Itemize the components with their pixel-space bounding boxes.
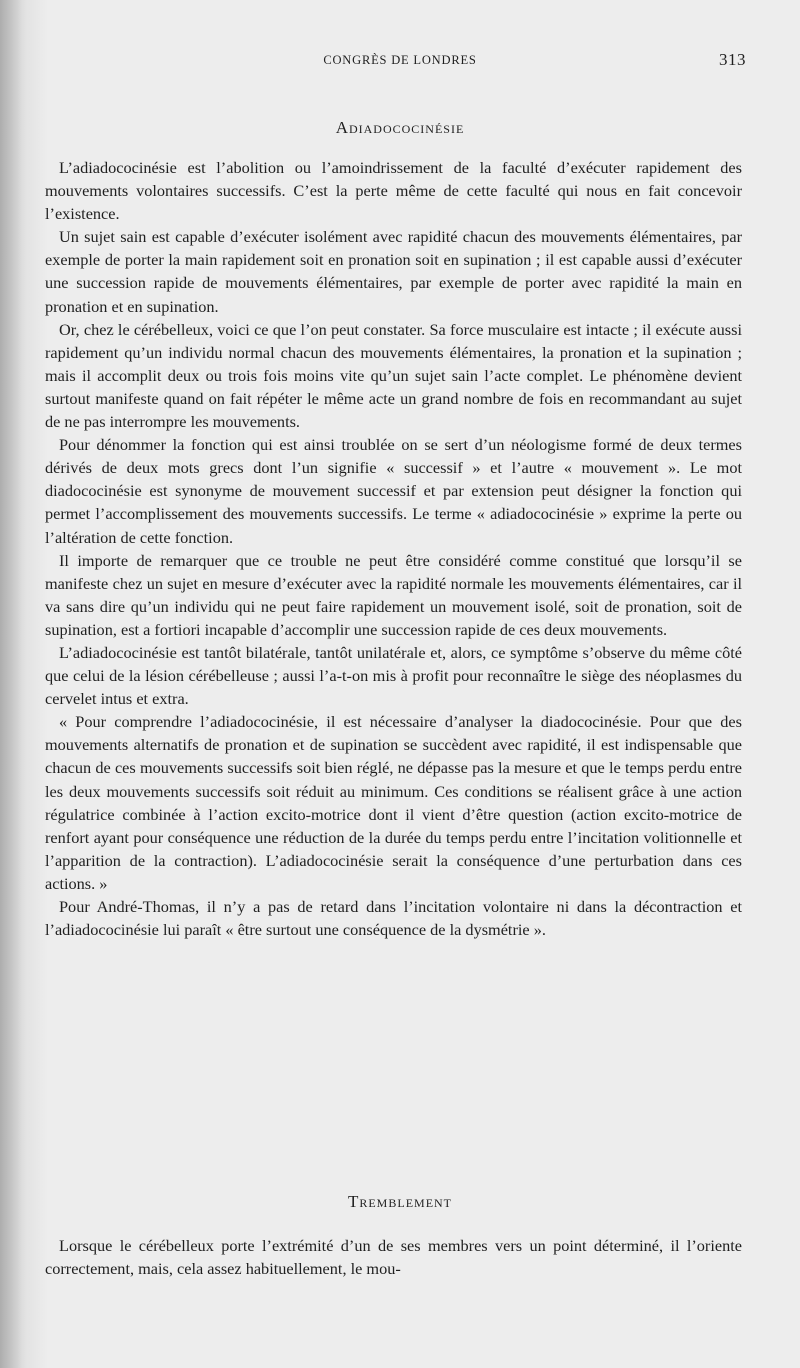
section-title-adiadococinesie: Adiadococinésie (335, 118, 465, 137)
paragraph: L’adiadococinésie est l’abolition ou l’amoindrissement de la faculté d’exécuter rapidement des mouvements volontaires successifs. C’est la perte même de cette faculté qui nous en fait concevoir l’existence. (45, 158, 742, 224)
paragraph: Lorsque le cérébelleux porte l’extrémité d’un de ses membres vers un point déterminé, il l’oriente correctement, mais, cela assez habituellement, le mou- (45, 1236, 742, 1279)
section-body-adiadococinesie (45, 156, 742, 941)
paragraph: Or, chez le cérébelleux, voici ce que l’on peut constater. Sa force musculaire est intacte ; il exécute aussi rapidement qu’un individu normal chacun des mouvements élémentaires, la pronation et la supination ; mais il accomplit deux ou trois fois moins vite qu’un sujet sain l’acte complet. Le phénomène devient surtout manifeste quand on fait répéter le même acte un grand nombre de fois en recommandant au sujet de ne pas interrompre les mouvements. (45, 319, 742, 432)
section-title-tremblement: Tremblement (347, 1192, 453, 1211)
paragraph: Pour André-Thomas, il n’y a pas de retard dans l’incitation volontaire ni dans la décontraction et l’adiadococinésie lui paraît « être surtout une conséquence de la dysmétrie ». (45, 897, 742, 940)
paragraph: L’adiadococinésie est tantôt bilatérale, tantôt unilatérale et, alors, ce symptôme s’observe du même côté que celui de la lésion cérébelleuse ; aussi l’a-t-on mis à profit pour reconnaître le siège des néoplasmes du cervelet intus et extra. (45, 642, 742, 709)
running-head: CONGRÈS DE LONDRES (323, 53, 477, 67)
page-header (0, 50, 800, 74)
paragraph: Un sujet sain est capable d’exécuter isolément avec rapidité chacun des mouvements élémentaires, par exemple de porter la main rapidement soit en pronation soit en supination ; il est capable aussi d’exécuter une succession rapide de mouvements élémentaires, par exemple de porter avec rapidité la main en pronation et en supination. (45, 227, 742, 316)
section-body-tremblement (45, 1234, 742, 1280)
paragraph: « Pour comprendre l’adiadococinésie, il est nécessaire d’analyser la diadococinésie. Pour que des mouvements alternatifs de pronation et de supination se succèdent avec rapidité, il est indispensable que chacun de ces mouvements successifs soit bien réglé, ne dépasse pas la mesure et que le temps perdu entre les deux mouvements successifs soit réduit au minimum. Ces conditions se réalisent grâce à une action régulatrice combinée à l’action excito-motrice dont il vient d’être question (action excito-motrice de renfort ayant pour conséquence une réduction de la durée du temps perdu entre l’incitation volitionnelle et l’apparition de la contraction). L’adiadococinésie serait la conséquence d’une perturbation dans ces actions. » (45, 712, 742, 893)
paragraph: Pour dénommer la fonction qui est ainsi troublée on se sert d’un néologisme formé de deux termes dérivés de deux mots grecs dont l’un signifie « successif » et l’autre « mouvement ». Le mot diadococinésie est synonyme de mouvement successif et par extension peut désigner la fonction qui permet l’accomplissement des mouvements successifs. Le terme « adiadococinésie » exprime la perte ou l’altération de cette fonction. (45, 435, 742, 547)
paragraph: Il importe de remarquer que ce trouble ne peut être considéré comme constitué que lorsqu’il se manifeste chez un sujet en mesure d’exécuter avec la rapidité normale les mouvements élémentaires, car il va sans dire qu’un individu qui ne peut faire rapidement un mouvement isolé, soit de pronation, soit de supination, est a fortiori incapable d’accomplir une succession rapide de ces deux mouvements. (45, 550, 742, 639)
page-number: 313 (719, 50, 746, 69)
